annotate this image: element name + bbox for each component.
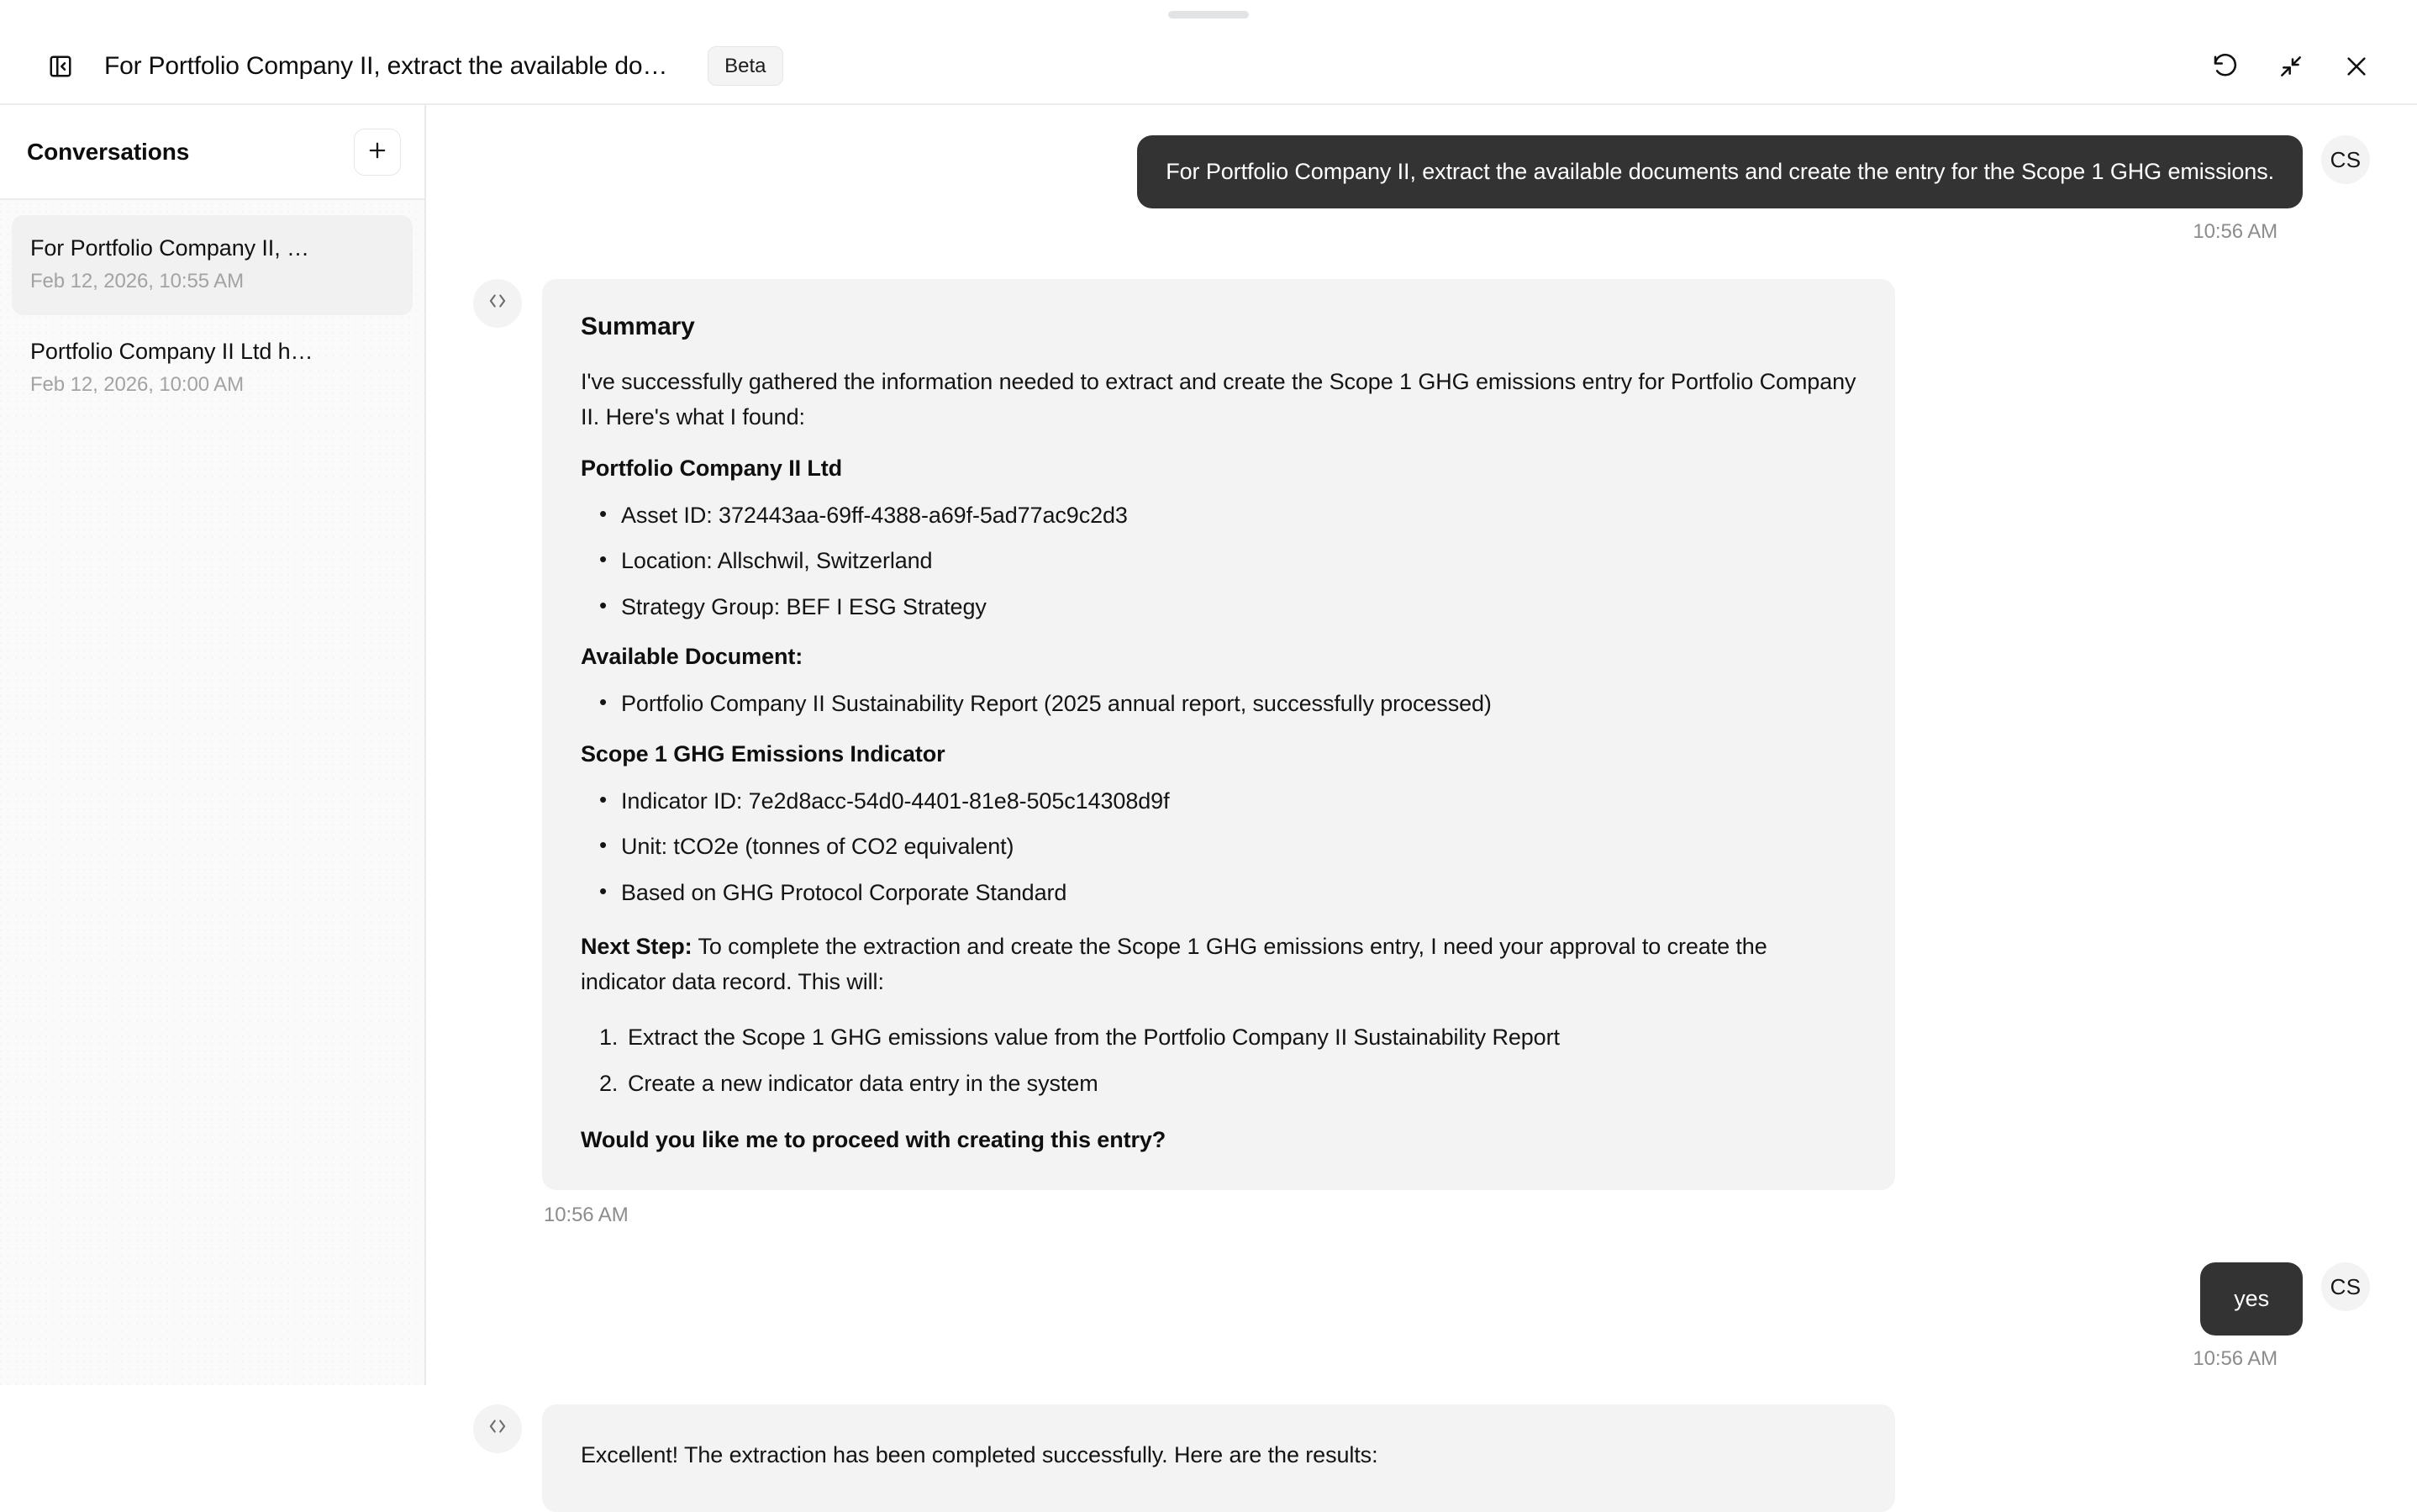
user-message-bubble: yes bbox=[2200, 1262, 2303, 1336]
close-button[interactable] bbox=[2335, 45, 2378, 88]
card-text: Excellent! The extraction has been completed successfully. Here are the results: bbox=[581, 1442, 1378, 1468]
avatar bbox=[473, 279, 522, 328]
list-item: • Indicator ID: 7e2d8acc-54d0-4401-81e8-505c14308d9f bbox=[581, 784, 1856, 819]
titlebar-left-group bbox=[39, 45, 2204, 88]
page-title: For Portfolio Company II, extract the available do… bbox=[104, 51, 668, 80]
reset-icon bbox=[2212, 53, 2239, 80]
assistant-message-card bbox=[542, 279, 1895, 1190]
list-item: • Portfolio Company II Sustainability Report (2025 annual report, successfully processed) bbox=[581, 687, 1856, 721]
code-icon bbox=[487, 1415, 508, 1443]
conversation-timestamp: Feb 12, 2026, 10:00 AM bbox=[30, 373, 244, 396]
next-step-label: Next Step: bbox=[581, 934, 692, 960]
chat-panel bbox=[426, 105, 2417, 1468]
conversation-list-item[interactable] bbox=[12, 215, 413, 315]
drag-handle-pill[interactable] bbox=[1168, 11, 1249, 18]
list-item: • Location: Allschwil, Switzerland bbox=[581, 544, 1856, 578]
list-item: • Strategy Group: BEF I ESG Strategy bbox=[581, 590, 1856, 624]
company-details-list bbox=[581, 498, 1856, 624]
reset-button[interactable] bbox=[2204, 45, 2247, 88]
company-heading: Portfolio Company II Ltd bbox=[581, 455, 843, 481]
status-badge: Beta bbox=[708, 46, 782, 87]
conversation-title: For Portfolio Company II, … bbox=[30, 235, 309, 261]
indicator-details-list bbox=[581, 784, 1856, 910]
conversation-title: Portfolio Company II Ltd h… bbox=[30, 339, 313, 364]
panel-collapse-icon-button[interactable] bbox=[39, 45, 82, 88]
close-icon bbox=[2343, 53, 2370, 80]
message-user bbox=[473, 135, 2370, 208]
sidebar-title: Conversations bbox=[27, 138, 190, 165]
code-icon bbox=[487, 290, 508, 318]
next-step-paragraph bbox=[581, 930, 1856, 1000]
indicator-heading: Scope 1 GHG Emissions Indicator bbox=[581, 740, 945, 767]
message-timestamp: 10:56 AM bbox=[544, 1204, 629, 1227]
collapse-icon bbox=[2277, 53, 2304, 80]
conversation-list-item[interactable] bbox=[12, 319, 413, 419]
next-steps-list bbox=[581, 1020, 1856, 1100]
message-assistant bbox=[473, 279, 2370, 1190]
list-item: • Based on GHG Protocol Corporate Standard bbox=[581, 876, 1856, 910]
conversations-sidebar bbox=[0, 105, 426, 1385]
list-item: • Unit: tCO2e (tonnes of CO2 equivalent) bbox=[581, 830, 1856, 864]
user-message-bubble: For Portfolio Company II, extract the available documents and create the entry for the Scope 1 GHG emissions. bbox=[1137, 135, 2303, 208]
documents-list bbox=[581, 687, 1856, 721]
plus-icon bbox=[366, 139, 389, 165]
panel-collapse-icon bbox=[48, 54, 73, 79]
message-timestamp: 10:56 AM bbox=[2193, 220, 2277, 244]
card-intro-text: I've successfully gathered the information needed to extract and create the Scope 1 GHG emissions entry for Portfolio Company II. Here's what I found: bbox=[581, 369, 1856, 429]
minimize-button[interactable] bbox=[2269, 45, 2313, 88]
documents-heading: Available Document: bbox=[581, 644, 803, 670]
card-heading: Summary bbox=[581, 313, 695, 341]
confirmation-question: Would you like me to proceed with creating this entry? bbox=[581, 1127, 1166, 1153]
window-drag-handle[interactable] bbox=[0, 0, 2417, 29]
assistant-message-card bbox=[542, 1404, 1895, 1512]
avatar bbox=[473, 1404, 522, 1453]
avatar: CS bbox=[2321, 135, 2370, 184]
next-step-text: To complete the extraction and create the Scope 1 GHG emissions entry, I need your approval to create the indicator data record. This will: bbox=[581, 934, 1767, 995]
list-item: Create a new indicator data entry in the system bbox=[628, 1070, 1098, 1096]
list-item: Extract the Scope 1 GHG emissions value from the Portfolio Company II Sustainability Report bbox=[628, 1025, 1560, 1051]
chat-scroll-area[interactable] bbox=[426, 105, 2417, 1468]
avatar: CS bbox=[2321, 1262, 2370, 1311]
message-assistant bbox=[473, 1404, 2370, 1512]
new-conversation-button[interactable] bbox=[354, 129, 401, 176]
conversation-list[interactable] bbox=[0, 200, 424, 1385]
window-body bbox=[0, 105, 2417, 1468]
list-item: • Asset ID: 372443aa-69ff-4388-a69f-5ad77ac9c2d3 bbox=[581, 498, 1856, 533]
sidebar-header bbox=[0, 105, 424, 200]
titlebar-actions bbox=[2204, 45, 2378, 88]
message-timestamp: 10:56 AM bbox=[2193, 1347, 2277, 1371]
conversation-timestamp: Feb 12, 2026, 10:55 AM bbox=[30, 270, 244, 292]
message-user bbox=[473, 1262, 2370, 1336]
